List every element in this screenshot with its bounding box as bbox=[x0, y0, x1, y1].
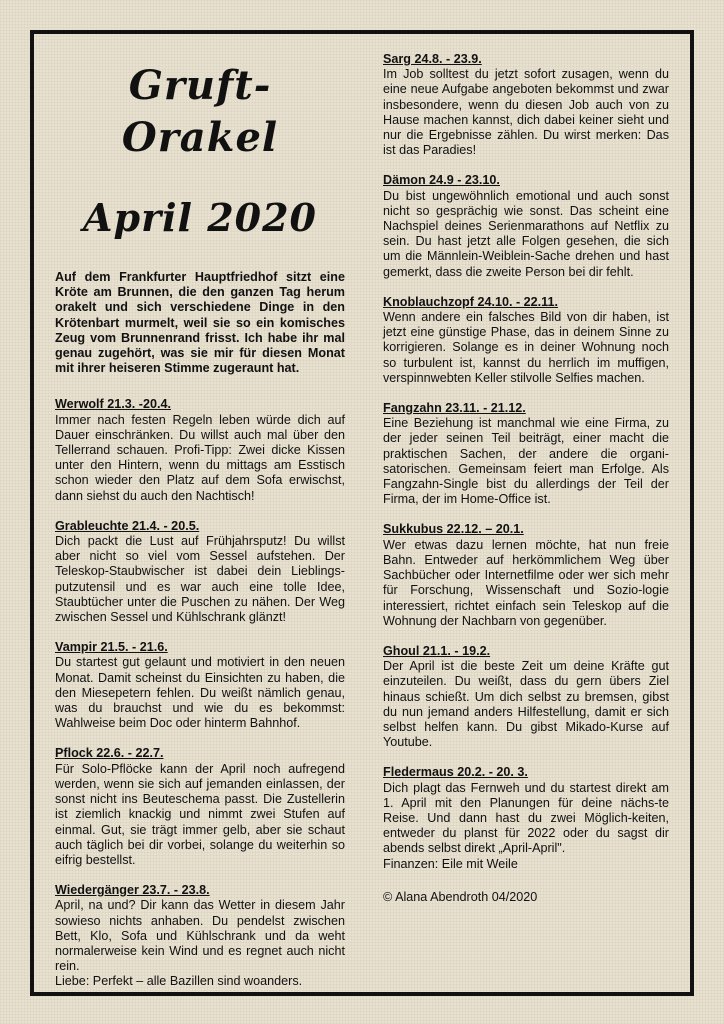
horoscope-entry-vampir bbox=[55, 640, 345, 731]
horoscope-entry-wiedergaenger bbox=[55, 883, 345, 989]
entry-heading: Fangzahn 23.11. - 21.12. bbox=[383, 401, 526, 416]
copyright-notice: © Alana Abendroth 04/2020 bbox=[383, 889, 538, 904]
horoscope-entry-fangzahn bbox=[383, 401, 669, 507]
entry-heading: Werwolf 21.3. -20.4. bbox=[55, 397, 171, 412]
entry-heading: Wiedergänger 23.7. - 23.8. bbox=[55, 883, 210, 898]
entry-text: April, na und? Dir kann das Wetter in diesem Jahr sowieso nichts anhaben. Du pendelst zwischen Bett, Klo, Sofa und Kühlschrank und da weht normalerweise kein Wind und es regnet auch nicht rein. bbox=[55, 898, 345, 974]
entry-heading: Knoblauchzopf 24.10. - 22.11. bbox=[383, 294, 558, 309]
entry-text: Eine Beziehung ist manchmal wie eine Firma, zu der jeder seinen Teil beiträgt, einer macht die praktischen Sachen, der andere die organi-satorischen. Gemeinsam feiert man Erfolge. Als Fangzahn-Single bist du allerdings der Teil der Firma, der im Home-Office ist. bbox=[383, 416, 669, 507]
entry-heading: Sukkubus 22.12. – 20.1. bbox=[383, 522, 524, 537]
entry-text: Immer nach festen Regeln leben würde dich auf Dauer einschränken. Du willst auch mal über den Tellerrand schauen. Profi-Tipp: Zwei dicke Kissen unter den Hintern, wenn du mittags am Esstisch schon wieder den Platz auf dem Sofa erwischst, dann siehst du auch den Nachtisch! bbox=[55, 412, 345, 503]
entry-text: Du bist ungewöhnlich emotional und auch sonst nicht so gesprächig wie sonst. Das scheint eine Nachspiel deines Serienmarathons auf Netflix zu sein. Du hast jetzt alle Folgen gesehen, die sich um die Männlein-Weiblein-Sache drehen und hast gemerkt, dass die zweite Person bei dir fehlt. bbox=[383, 188, 669, 279]
horoscope-entry-daemon bbox=[383, 173, 669, 279]
horoscope-entry-werwolf bbox=[55, 397, 345, 503]
entry-heading: Vampir 21.5. - 21.6. bbox=[55, 640, 168, 655]
entry-text: Wer etwas dazu lernen möchte, hat nun freie Bahn. Entweder auf herkömmlichem Weg über Sachbücher oder Internetfilme oder wer sich mehr für Forschung, Wissenschaft und Sozio-logie interessiert, richtet einfach sein Teleskop auf die Wohnung der Nachbarn von gegenüber. bbox=[383, 537, 669, 628]
entry-text: Dich plagt das Fernweh und du startest direkt am 1. April mit den Planungen für deine nächs-te Reise. Und dann hast du zwei Möglich-keiten, entweder du planst für 2022 oder du sagst dir abends selbst direkt „April-April". bbox=[383, 780, 669, 856]
horoscope-entry-grableuchte bbox=[55, 519, 345, 625]
intro-text: Auf dem Frankfurter Hauptfriedhof sitzt eine Kröte am Brunnen, die den ganzen Tag herum orakelt und sich verschiedene Dinge in den Krötenbart murmelt, weil sie so ein komisches Zeug vom Brunnenrand frisst. Ich habe ihr mal genau zugehört, was sie mir für diesen Monat mit ihrer heiseren Stimme zugeraunt hat. bbox=[55, 270, 345, 376]
horoscope-entry-pflock bbox=[55, 746, 345, 868]
horoscope-entry-fledermaus bbox=[383, 765, 669, 871]
horoscope-entry-sarg bbox=[383, 52, 669, 158]
entry-text: Der April ist die beste Zeit um deine Kräfte gut einzuteilen. Du weißt, dass du gern übers Ziel hinaus schießt. Um dich selbst zu bremsen, gibst du nun jemand anders Hilfestellung, damit er sich selbst helfen kann. Du gibst Mikado-Kurse auf Youtube. bbox=[383, 659, 669, 750]
left-column bbox=[55, 40, 345, 1005]
horoscope-entry-sukkubus bbox=[383, 522, 669, 628]
horoscope-entry-ghoul bbox=[383, 644, 669, 750]
entry-heading: Grableuchte 21.4. - 20.5. bbox=[55, 518, 200, 533]
entry-heading: Ghoul 21.1. - 19.2. bbox=[383, 643, 491, 658]
entry-text: Wenn andere ein falsches Bild von dir haben, ist jetzt eine günstige Phase, das in deinem Sinne zu korrigieren. Solange es in deiner Wohnung noch so turbulent ist, kannst du herrlich im muffigen, verspinnwebten Keller stilvolle Selfies machen. bbox=[383, 310, 669, 385]
entry-heading: Fledermaus 20.2. - 20. 3. bbox=[383, 765, 528, 780]
entry-text: Du startest gut gelaunt und motiviert in den neuen Monat. Damit scheinst du Einsichten zu haben, die den Miesepetern fehlen. Du weißt nämlich genau, was du brauchst und wie du es bekommst: Wahlweise beim Doc oder hinterm Bahnhof. bbox=[55, 655, 345, 731]
title-line-2: April 2020 bbox=[83, 195, 317, 240]
right-column bbox=[383, 52, 669, 918]
horoscope-entry-knoblauchzopf bbox=[383, 295, 669, 386]
entry-text: Im Job solltest du jetzt sofort zusagen, wenn du eine neue Aufgabe angeboten bekommst und zwar insbesondere, wenn du diesen Job auch von zu Hause machen kannst, dich dabei keiner sieht und nur die Ergebnisse zählen. Du wirst merken: Das ist das Paradies! bbox=[383, 67, 669, 158]
entry-heading: Dämon 24.9 - 23.10. bbox=[383, 173, 500, 188]
title-line-1: Gruft-Orakel bbox=[121, 62, 279, 161]
entry-extra: Finanzen: Eile mit Weile bbox=[383, 856, 518, 871]
entry-text: Dich packt die Lust auf Frühjahrsputz! Du willst aber nicht so viel vom Sessel aufstehen. Der Teleskop-Staubwischer ist dabei dein Lieblings-putzutensil und es war auch eine tolle Idee, Staubtücher unter die Puschen zu nähen. Der Weg zwischen Sessel und Kühlschrank glänzt! bbox=[55, 534, 345, 625]
entry-text: Für Solo-Pflöcke kann der April noch aufregend werden, wenn sie sich auf jemanden einlassen, der sonst nicht ins Beuteschema passt. Die Zustellerin ist ziemlich knackig und nimmt zwei Stufen auf einmal. Gut, sie trägt immer gelb, aber sie schaut auch täglich bei dir vorbei, solange du weiterhin so eifrig bestellst. bbox=[55, 761, 345, 867]
entry-heading: Sarg 24.8. - 23.9. bbox=[383, 52, 482, 66]
entry-heading: Pflock 22.6. - 22.7. bbox=[55, 746, 164, 761]
entry-extra: Liebe: Perfekt – alle Bazillen sind woanders. bbox=[55, 974, 303, 989]
